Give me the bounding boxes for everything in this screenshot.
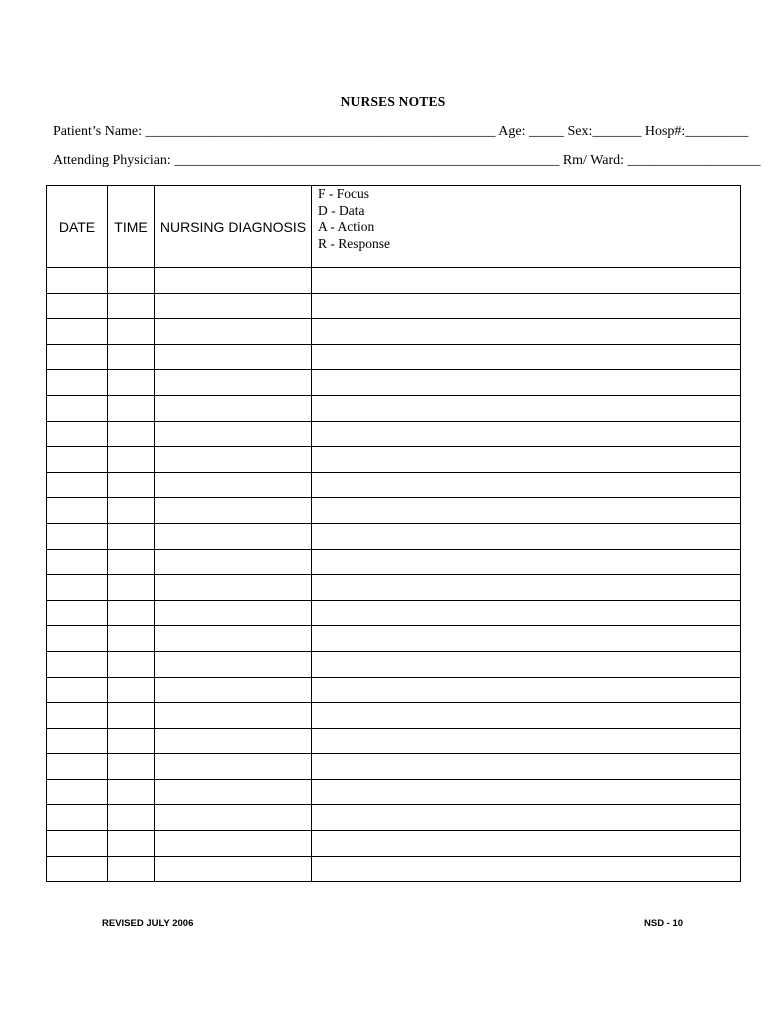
fdar-cell[interactable] [312, 319, 741, 345]
table-row [47, 575, 741, 601]
time-cell[interactable] [108, 728, 155, 754]
table-row [47, 754, 741, 780]
fdar-cell[interactable] [312, 677, 741, 703]
fdar-response: R - Response [318, 235, 390, 251]
time-cell[interactable] [108, 677, 155, 703]
form-title: NURSES NOTES [340, 94, 446, 109]
date-cell[interactable] [47, 600, 108, 626]
fdar-cell[interactable] [312, 370, 741, 396]
table-row [47, 651, 741, 677]
form-code: NSD - 10 [644, 918, 684, 929]
date-cell[interactable] [47, 447, 108, 473]
time-cell[interactable] [108, 600, 155, 626]
date-cell[interactable] [47, 805, 108, 831]
diagnosis-cell[interactable] [155, 549, 312, 575]
diagnosis-cell[interactable] [155, 677, 312, 703]
diagnosis-cell[interactable] [155, 293, 312, 319]
diagnosis-cell[interactable] [155, 498, 312, 524]
diagnosis-cell[interactable] [155, 472, 312, 498]
table-row [47, 626, 741, 652]
date-cell[interactable] [47, 395, 108, 421]
table-row [47, 472, 741, 498]
table-row [47, 523, 741, 549]
time-cell[interactable] [108, 344, 155, 370]
table-row [47, 779, 741, 805]
fdar-cell[interactable] [312, 395, 741, 421]
date-cell[interactable] [47, 856, 108, 882]
time-cell[interactable] [108, 831, 155, 857]
time-cell[interactable] [108, 856, 155, 882]
table-row [47, 549, 741, 575]
date-cell[interactable] [47, 677, 108, 703]
header-fdar [312, 186, 741, 268]
diagnosis-cell[interactable] [155, 856, 312, 882]
date-cell[interactable] [47, 319, 108, 345]
diagnosis-cell[interactable] [155, 651, 312, 677]
fdar-cell[interactable] [312, 268, 741, 294]
date-cell[interactable] [47, 268, 108, 294]
date-cell[interactable] [47, 703, 108, 729]
date-cell[interactable] [47, 421, 108, 447]
fdar-cell[interactable] [312, 779, 741, 805]
date-cell[interactable] [47, 293, 108, 319]
header-time: TIME [108, 186, 155, 268]
table-row [47, 498, 741, 524]
diagnosis-cell[interactable] [155, 523, 312, 549]
table-row [47, 703, 741, 729]
time-cell[interactable] [108, 523, 155, 549]
table-row [47, 421, 741, 447]
date-cell[interactable] [47, 575, 108, 601]
fdar-data: D - Data [318, 202, 365, 218]
fdar-cell[interactable] [312, 293, 741, 319]
diagnosis-cell[interactable] [155, 831, 312, 857]
table-row [47, 856, 741, 882]
time-cell[interactable] [108, 754, 155, 780]
physician-info-line: Attending Physician: _______________________________________________________ Rm/ Ward: ___________________ [53, 153, 761, 168]
diagnosis-cell[interactable] [155, 703, 312, 729]
date-cell[interactable] [47, 779, 108, 805]
table-row [47, 831, 741, 857]
table-row [47, 600, 741, 626]
diagnosis-cell[interactable] [155, 805, 312, 831]
diagnosis-cell[interactable] [155, 268, 312, 294]
diagnosis-cell[interactable] [155, 319, 312, 345]
time-cell[interactable] [108, 421, 155, 447]
fdar-cell[interactable] [312, 344, 741, 370]
date-cell[interactable] [47, 344, 108, 370]
fdar-action: A - Action [318, 219, 375, 234]
nurses-notes-table [46, 185, 741, 882]
time-cell[interactable] [108, 805, 155, 831]
fdar-cell[interactable] [312, 728, 741, 754]
diagnosis-cell[interactable] [155, 575, 312, 601]
diagnosis-cell[interactable] [155, 728, 312, 754]
fdar-cell[interactable] [312, 575, 741, 601]
date-cell[interactable] [47, 651, 108, 677]
table-row [47, 370, 741, 396]
time-cell[interactable] [108, 575, 155, 601]
table-row [47, 293, 741, 319]
table-row [47, 319, 741, 345]
time-cell[interactable] [108, 370, 155, 396]
fdar-cell[interactable] [312, 703, 741, 729]
diagnosis-cell[interactable] [155, 370, 312, 396]
revision-note: REVISED JULY 2006 [102, 918, 194, 929]
time-cell[interactable] [108, 651, 155, 677]
diagnosis-cell[interactable] [155, 421, 312, 447]
header-date: DATE [47, 186, 108, 268]
time-cell[interactable] [108, 293, 155, 319]
fdar-cell[interactable] [312, 472, 741, 498]
diagnosis-cell[interactable] [155, 600, 312, 626]
table-row [47, 677, 741, 703]
diagnosis-cell[interactable] [155, 395, 312, 421]
fdar-cell[interactable] [312, 447, 741, 473]
fdar-cell[interactable] [312, 421, 741, 447]
table-row [47, 805, 741, 831]
fdar-focus: F - Focus [318, 186, 370, 201]
fdar-cell[interactable] [312, 754, 741, 780]
date-cell[interactable] [47, 498, 108, 524]
fdar-cell[interactable] [312, 856, 741, 882]
date-cell[interactable] [47, 831, 108, 857]
time-cell[interactable] [108, 626, 155, 652]
table-row [47, 447, 741, 473]
fdar-cell[interactable] [312, 523, 741, 549]
patient-info-line: Patient’s Name: __________________________________________________ Age: _____ Sex:_______ Hosp#:_________ [53, 124, 749, 139]
table-header-row [47, 186, 741, 268]
fdar-cell[interactable] [312, 651, 741, 677]
fdar-cell[interactable] [312, 549, 741, 575]
fdar-cell[interactable] [312, 831, 741, 857]
time-cell[interactable] [108, 498, 155, 524]
header-nursing-diagnosis: NURSING DIAGNOSIS [155, 186, 312, 268]
date-cell[interactable] [47, 754, 108, 780]
time-cell[interactable] [108, 319, 155, 345]
date-cell[interactable] [47, 626, 108, 652]
date-cell[interactable] [47, 523, 108, 549]
fdar-cell[interactable] [312, 626, 741, 652]
date-cell[interactable] [47, 472, 108, 498]
time-cell[interactable] [108, 549, 155, 575]
time-cell[interactable] [108, 395, 155, 421]
date-cell[interactable] [47, 728, 108, 754]
diagnosis-cell[interactable] [155, 344, 312, 370]
time-cell[interactable] [108, 268, 155, 294]
date-cell[interactable] [47, 549, 108, 575]
table-row [47, 395, 741, 421]
time-cell[interactable] [108, 447, 155, 473]
fdar-cell[interactable] [312, 805, 741, 831]
diagnosis-cell[interactable] [155, 754, 312, 780]
fdar-cell[interactable] [312, 600, 741, 626]
diagnosis-cell[interactable] [155, 626, 312, 652]
diagnosis-cell[interactable] [155, 779, 312, 805]
table-row [47, 344, 741, 370]
time-cell[interactable] [108, 779, 155, 805]
time-cell[interactable] [108, 472, 155, 498]
time-cell[interactable] [108, 703, 155, 729]
fdar-cell[interactable] [312, 498, 741, 524]
table-row [47, 728, 741, 754]
table-row [47, 268, 741, 294]
diagnosis-cell[interactable] [155, 447, 312, 473]
date-cell[interactable] [47, 370, 108, 396]
